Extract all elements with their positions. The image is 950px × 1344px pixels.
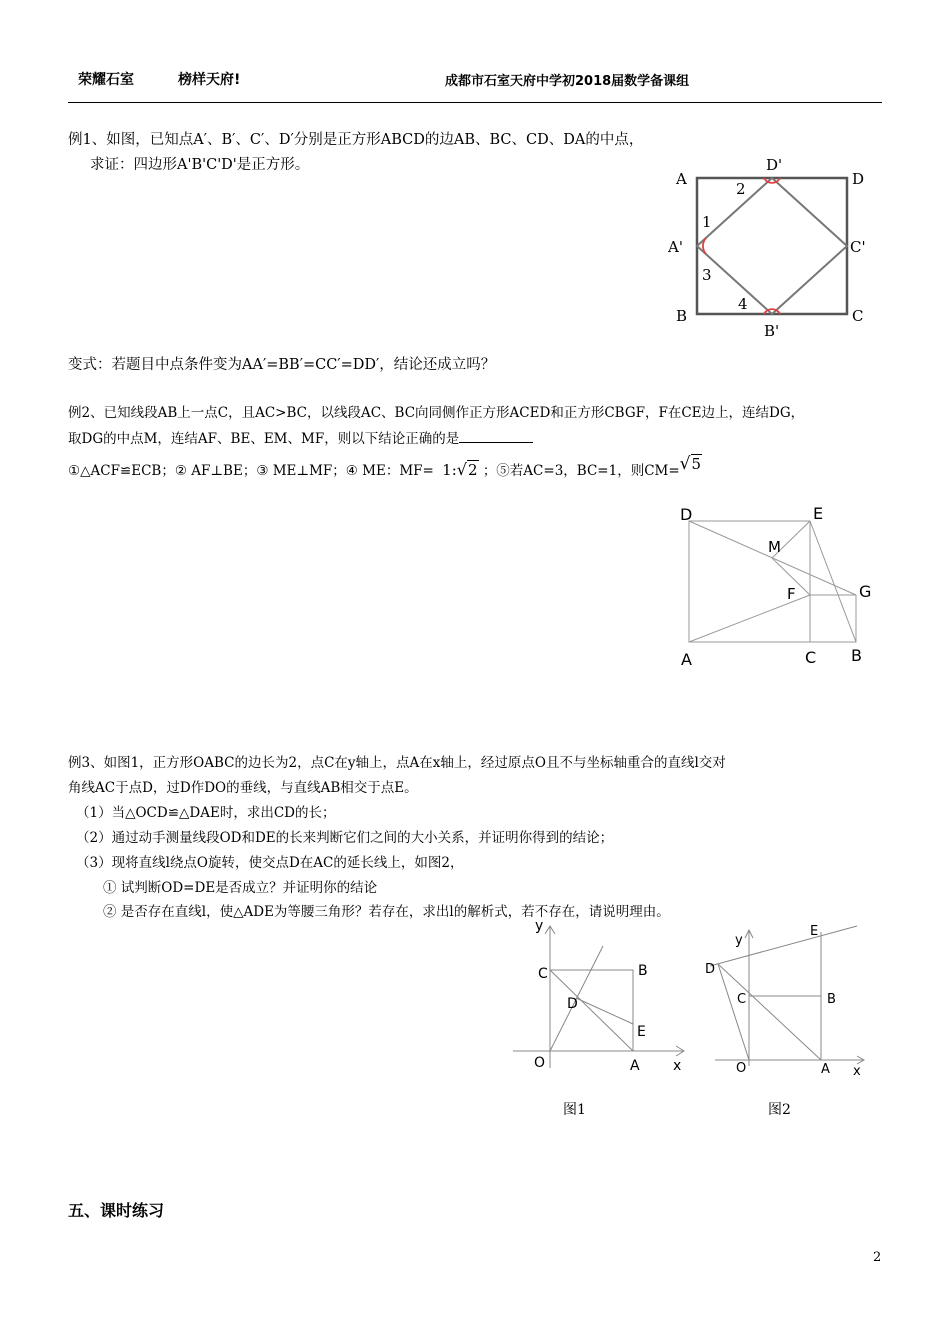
- label-E: E: [813, 504, 824, 523]
- label-E: E: [810, 924, 819, 939]
- ex2-line2-wrap: [68, 427, 533, 447]
- ex2-figure: [670, 500, 885, 675]
- angle-mark-a: [703, 238, 706, 254]
- diagonal-ac: [550, 970, 633, 1051]
- answer-blank: [459, 430, 533, 443]
- label-A: A: [676, 170, 687, 188]
- sqrt-sign-5: √: [679, 454, 691, 474]
- ex3-q2: （2）通过动手测量线段OD和DE的长来判断它们之间的大小关系，并证明你得到的结论；: [76, 830, 614, 846]
- ex1-line2: 求证：四边形A'B'C'D'是正方形。: [90, 157, 310, 173]
- header-motto-2: 榜样天府!: [178, 72, 241, 88]
- label-A: A: [821, 1062, 830, 1077]
- square-abcd: [697, 178, 847, 314]
- ex2-options: [68, 454, 702, 480]
- angle-3: 3: [702, 266, 712, 284]
- sqrt-5-value: 5: [691, 455, 702, 473]
- ex3-line2: 角线AC于点D，过D作DO的垂线，与直线AB相交于点E。: [68, 780, 418, 796]
- page-number: 2: [873, 1250, 882, 1265]
- label-y: y: [735, 933, 743, 948]
- label-M: M: [768, 538, 781, 556]
- label-D: D: [567, 996, 578, 1012]
- label-C: C: [805, 648, 817, 667]
- label-x: x: [853, 1064, 861, 1079]
- square-cbgf: [810, 595, 856, 642]
- segment-be: [810, 521, 856, 642]
- label-C: C: [737, 992, 747, 1007]
- angle-4: 4: [738, 295, 748, 313]
- label-x: x: [673, 1058, 682, 1074]
- label-A: A: [681, 650, 692, 669]
- ex2-line2: 取DG的中点M，连结AF、BE、EM、MF，则以下结论正确的是: [68, 431, 460, 447]
- label-O: O: [534, 1055, 546, 1071]
- caption-figure-1: 图1: [563, 1102, 586, 1118]
- ex3-q1: （1）当△OCD≌△DAE时，求出CD的长；: [76, 805, 336, 821]
- ex2-options-b: ；⑤若AC=3，BC=1，则CM=: [482, 463, 680, 479]
- ex3-line1: 例3、如图1，正方形OABC的边长为2，点C在y轴上，点A在x轴上，经过原点O且不与坐标轴重合的直线l交对: [68, 755, 726, 771]
- sqrt-sign-2: √: [456, 460, 467, 479]
- ex3-q3a: ① 试判断OD=DE是否成立？并证明你的结论: [103, 880, 378, 896]
- label-G: G: [859, 582, 872, 601]
- segment-de: [576, 998, 633, 1024]
- label-y: y: [535, 918, 544, 934]
- ex2-line1: 例2、已知线段AB上一点C，且AC>BC，以线段AC、BC向同侧作正方形ACED和正方形CBGF，F在CE边上，连结DG，: [68, 405, 805, 421]
- ex1-square-figure: [660, 150, 880, 345]
- label-O: O: [736, 1061, 747, 1076]
- header-school: 成都市石室天府中学初2018届数学备课组: [445, 74, 690, 89]
- header-motto-1: 荣耀石室: [78, 72, 134, 88]
- ex3-figure-1: [508, 916, 693, 1082]
- label-D: D: [705, 962, 716, 977]
- ex2-options-a: ①△ACF≌ECB；② AF⊥BE；③ ME⊥MF；④ ME：MF=: [68, 463, 434, 479]
- header-rule: [68, 102, 882, 103]
- label-C: C: [852, 307, 864, 325]
- square-midpoints: [697, 178, 847, 314]
- label-B: B: [851, 646, 862, 665]
- label-D: D: [852, 170, 865, 188]
- ex1-variant: 变式：若题目中点条件变为AA′=BB′=CC′=DD′，结论还成立吗？: [68, 357, 496, 373]
- ex3-q3b: ② 是否存在直线l，使△ADE为等腰三角形？若存在，求出l的解析式，若不存在，请说明理由。: [103, 904, 670, 920]
- label-B: B: [676, 307, 688, 325]
- label-F: F: [787, 585, 796, 603]
- ex1-line1: 例1、如图，已知点A′、B′、C′、D′分别是正方形ABCD的边AB、BC、CD、DA的中点，: [68, 132, 644, 148]
- label-C1: C': [850, 238, 866, 256]
- label-B1: B': [764, 322, 780, 340]
- ex3-q3: （3）现将直线l绕点O旋转，使交点D在AC的延长线上，如图2，: [76, 855, 464, 871]
- segment-de: [710, 926, 857, 966]
- angle-2: 2: [736, 180, 746, 198]
- sqrt-2-value: 2: [467, 461, 478, 479]
- angle-1: 1: [702, 213, 712, 231]
- label-A1: A': [668, 238, 683, 256]
- label-A: A: [630, 1058, 640, 1074]
- label-B: B: [827, 992, 836, 1007]
- ratio-one: 1:: [442, 461, 457, 479]
- ex3-figure-2: [700, 916, 868, 1082]
- section-heading: 五、课时练习: [68, 1201, 165, 1220]
- label-C: C: [538, 966, 548, 982]
- label-D: D: [680, 505, 693, 524]
- label-E: E: [637, 1024, 646, 1040]
- label-B: B: [638, 963, 648, 979]
- label-D1: D': [766, 156, 783, 174]
- caption-figure-2: 图2: [768, 1102, 791, 1118]
